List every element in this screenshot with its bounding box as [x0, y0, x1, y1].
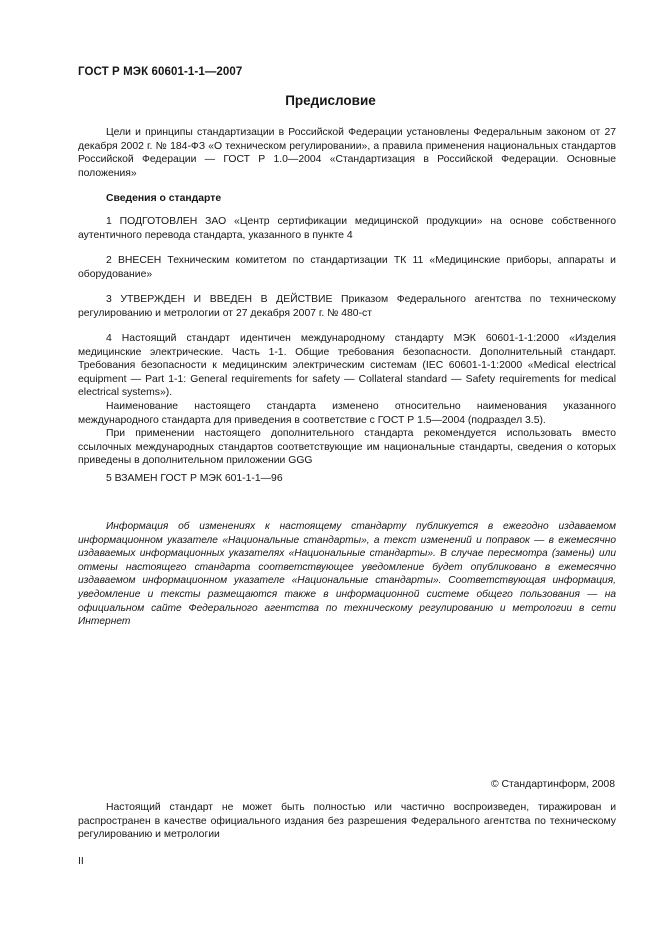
item-4-text: 4 Настоящий стандарт идентичен международному стандарту МЭК 60601-1-1:2000 «Изделия медицинские электрические. Часть 1-1. Общие требования безопасности. Дополнительный стандарт. Требования безопасности к медицинским электрическим системам (IEC 60601-1-1:2000 «Medical electrical equipment — Part 1-1: General requirements for safety — Collateral standard — Safety requirements for medical electrical systems»). — [78, 333, 616, 399]
page-number: II — [78, 856, 84, 867]
item-2-text: 2 ВНЕСЕН Техническим комитетом по стандартизации ТК 11 «Медицинские приборы, аппараты и оборудование» — [78, 255, 616, 280]
item-5-text: 5 ВЗАМЕН ГОСТ Р МЭК 601-1-1—96 — [106, 473, 283, 484]
intro-paragraph: Цели и принципы стандартизации в Российской Федерации установлены Федеральным законом от 27 декабря 2002 г. № 184-ФЗ «О техническом регулировании», а правила применения национальных стандартов Российской Федерации — ГОСТ Р 1.0—2004 «Стандартизация в Российской Федерации. Основные положения» — [78, 127, 616, 179]
item-2 — [78, 254, 616, 281]
about-standard-heading: Сведения о стандарте — [106, 193, 222, 204]
item-4 — [78, 332, 616, 468]
item-4-references-note: При применении настоящего дополнительного стандарта рекомендуется использовать вместо ссылочных международных стандартов соответствующие им национальные стандарты, сведения о которых приведены в дополнительном приложении GGG — [78, 428, 616, 467]
item-3 — [78, 293, 616, 320]
standard-code-header: ГОСТ Р МЭК 60601-1-1—2007 — [78, 66, 243, 78]
item-4-name-note: Наименование настоящего стандарта изменено относительно наименования указанного международного стандарта для приведения в соответствие с ГОСТ Р 1.5—2004 (подраздел 3.5). — [78, 400, 616, 426]
info-notice: Информация об изменениях к настоящему стандарту публикуется в ежегодно издаваемом информационном указателе «Национальные стандарты», а текст изменений и поправок — в ежемесячно издаваемых информационных указателях «Национальные стандарты». В случае пересмотра (замены) или отмены настоящего стандарта соответствующее уведомление будет опубликовано в ежемесячно издаваемом информационном указателе «Национальные стандарты». Соответствующая информация, уведомление и тексты размещаются также в информационной системе общего пользования — на официальном сайте Федерального агентства по техническому регулированию и метрологии в сети Интернет — [78, 521, 616, 628]
copyright-line: © Стандартинформ, 2008 — [490, 779, 615, 790]
item-5 — [78, 472, 616, 486]
reproduction-section — [78, 801, 616, 842]
item-3-text: 3 УТВЕРЖДЕН И ВВЕДЕН В ДЕЙСТВИЕ Приказом Федерального агентства по техническому регулированию и метрологии от 27 декабря 2007 г. № 480-ст — [78, 294, 616, 319]
reproduction-notice: Настоящий стандарт не может быть полностью или частично воспроизведен, тиражирован и распространен в качестве официального издания без разрешения Федерального агентства по техническому регулированию и метрологии — [78, 802, 616, 841]
item-1-text: 1 ПОДГОТОВЛЕН ЗАО «Центр сертификации медицинской продукции» на основе собственного аутентичного перевода стандарта, указанного в пункте 4 — [78, 216, 616, 241]
page-title: Предисловие — [285, 93, 376, 108]
item-1 — [78, 215, 616, 242]
intro-section — [78, 126, 616, 180]
